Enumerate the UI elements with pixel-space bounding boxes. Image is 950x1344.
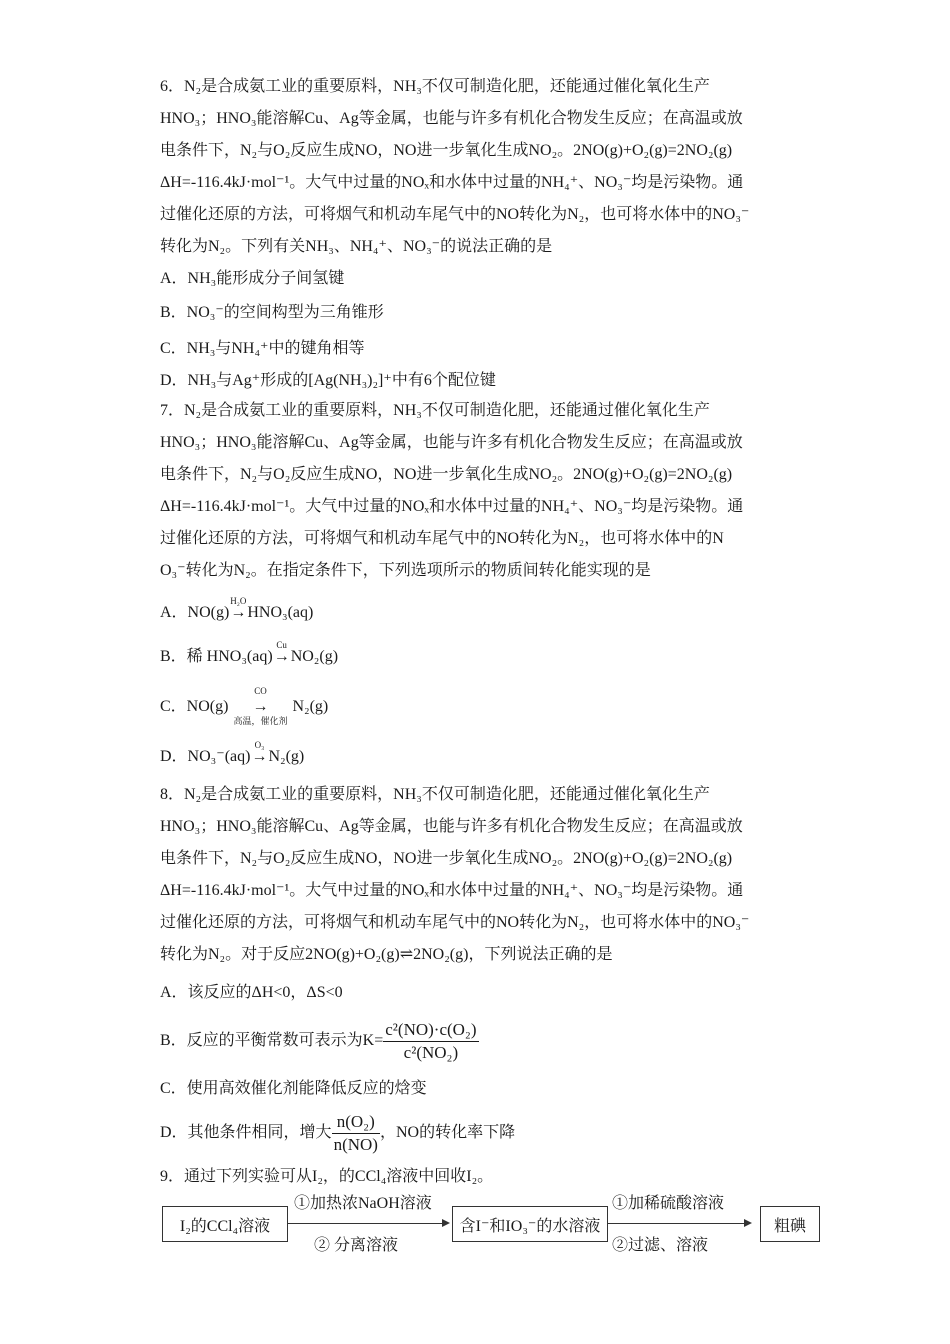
q8-option-b bbox=[160, 1016, 479, 1066]
q8-option-d-suffix: ，NO的转化率下降 bbox=[379, 1124, 516, 1141]
process-flow-diagram bbox=[160, 1196, 822, 1266]
q7-line-4: ΔH=-116.4kJ·mol⁻¹。大气中过量的NOₓ和水体中过量的NH₄⁺、NO₃⁻均是污染物。通 bbox=[160, 498, 744, 515]
q7-option-a bbox=[160, 596, 314, 624]
q6-option-b: B．NO₃⁻的空间构型为三角锥形 bbox=[160, 304, 384, 321]
ratio-fraction bbox=[332, 1111, 380, 1156]
flow-step1-top: ①加热浓NaOH溶液 bbox=[294, 1195, 432, 1212]
flow-step2-top: ①加稀硫酸溶液 bbox=[612, 1195, 725, 1212]
q6-line-4: ΔH=-116.4kJ·mol⁻¹。大气中过量的NOₓ和水体中过量的NH₄⁺、NO₃⁻均是污染物。通 bbox=[160, 174, 744, 191]
reaction-arrow: O₃ → bbox=[250, 746, 268, 768]
q7-line-1: 7．N₂是合成氨工业的重要原料，NH₃不仅可制造化肥，还能通过催化氧化生产 bbox=[160, 402, 710, 419]
q9-stem: 9．通过下列实验可从I₂，的CCl₄溶液中回收I₂。 bbox=[160, 1168, 494, 1185]
q7-option-b bbox=[160, 640, 339, 668]
fraction-denominator: n(NO) bbox=[333, 1134, 378, 1154]
q6-option-d: D．NH₃与Ag⁺形成的[Ag(NH₃)₂]⁺中有6个配位键 bbox=[160, 372, 496, 389]
reaction-arrow: H₂O → bbox=[229, 602, 247, 624]
q8-line-3: 电条件下，N₂与O₂反应生成NO，NO进一步氧化生成NO₂。2NO(g)+O₂(g)=2NO₂(g) bbox=[160, 850, 733, 867]
q6-line-1: 6．N₂是合成氨工业的重要原料，NH₃不仅可制造化肥，还能通过催化氧化生产 bbox=[160, 78, 710, 95]
q7-line-2: HNO₃；HNO₃能溶解Cu、Ag等金属，也能与许多有机化合物发生反应；在高温或放 bbox=[160, 434, 743, 451]
q7-line-6: O₃⁻转化为N₂。在指定条件下，下列选项所示的物质间转化能实现的是 bbox=[160, 562, 651, 579]
q6-option-a: A．NH₃能形成分子间氢键 bbox=[160, 270, 345, 287]
q7-option-c-reactant: C．NO(g) bbox=[160, 698, 229, 715]
flow-step2-bottom: ②过滤、溶液 bbox=[612, 1237, 709, 1254]
q8-option-a: A．该反应的ΔH<0，ΔS<0 bbox=[160, 984, 343, 1001]
flow-box-middle: 含I⁻和IO₃⁻的水溶液 bbox=[452, 1206, 608, 1242]
flow-arrow-1 bbox=[288, 1223, 448, 1224]
q8-line-2: HNO₃；HNO₃能溶解Cu、Ag等金属，也能与许多有机化合物发生反应；在高温或放 bbox=[160, 818, 743, 835]
q7-line-3: 电条件下，N₂与O₂反应生成NO，NO进一步氧化生成NO₂。2NO(g)+O₂(g)=2NO₂(g) bbox=[160, 466, 733, 483]
q7-option-b-product: NO₂(g) bbox=[290, 648, 339, 665]
reaction-arrow: Cu → bbox=[273, 646, 291, 668]
q8-option-c: C．使用高效催化剂能降低反应的焓变 bbox=[160, 1080, 427, 1097]
q7-option-d-reactant: D．NO₃⁻(aq) bbox=[160, 748, 251, 765]
q7-option-d-product: N₂(g) bbox=[268, 748, 305, 765]
arrow-condition-under: 高温，催化剂 bbox=[233, 716, 288, 726]
q7-option-a-product: HNO₃(aq) bbox=[247, 604, 314, 621]
q8-option-d-label: D．其他条件相同，增大 bbox=[160, 1124, 332, 1141]
q8-line-1: 8．N₂是合成氨工业的重要原料，NH₃不仅可制造化肥，还能通过催化氧化生产 bbox=[160, 786, 710, 803]
q6-line-6: 转化为N₂。下列有关NH₃、NH₄⁺、NO₃⁻的说法正确的是 bbox=[160, 238, 553, 255]
q8-option-d bbox=[160, 1108, 515, 1158]
q6-line-2: HNO₃；HNO₃能溶解Cu、Ag等金属，也能与许多有机化合物发生反应；在高温或放 bbox=[160, 110, 743, 127]
q7-option-a-reactant: A．NO(g) bbox=[160, 604, 230, 621]
fraction-numerator: c²(NO)·c(O₂) bbox=[383, 1019, 478, 1042]
flow-box-end: 粗碘 bbox=[760, 1206, 820, 1242]
q7-option-b-reactant: B．稀 HNO₃(aq) bbox=[160, 648, 273, 665]
arrow-condition: H₂O bbox=[230, 596, 247, 606]
q8-option-b-label: B．反应的平衡常数可表示为K= bbox=[160, 1032, 384, 1049]
q7-line-5: 过催化还原的方法，可将烟气和机动车尾气中的NO转化为N₂，也可将水体中的N bbox=[160, 530, 724, 547]
q7-option-c-product: N₂(g) bbox=[292, 698, 329, 715]
q6-line-5: 过催化还原的方法，可将烟气和机动车尾气中的NO转化为N₂，也可将水体中的NO₃⁻ bbox=[160, 206, 750, 223]
q6-option-c: C．NH₃与NH₄⁺中的键角相等 bbox=[160, 340, 365, 357]
fraction-numerator: n(O₂) bbox=[332, 1111, 380, 1134]
flow-box-start: I₂的CCl₄溶液 bbox=[162, 1206, 288, 1242]
q8-line-5: 过催化还原的方法，可将烟气和机动车尾气中的NO转化为N₂，也可将水体中的NO₃⁻ bbox=[160, 914, 750, 931]
arrow-condition: CO bbox=[254, 686, 267, 696]
q7-option-d bbox=[160, 740, 305, 768]
q7-option-c bbox=[160, 686, 329, 726]
reaction-arrow: CO → 高温，催化剂 bbox=[228, 696, 292, 718]
flow-arrow-2 bbox=[608, 1223, 750, 1224]
equilibrium-constant-fraction bbox=[383, 1019, 478, 1064]
arrow-condition: O₃ bbox=[254, 740, 265, 750]
arrow-condition: Cu bbox=[276, 640, 287, 650]
flow-step1-bottom: ② 分离溶液 bbox=[314, 1237, 399, 1254]
q8-line-4: ΔH=-116.4kJ·mol⁻¹。大气中过量的NOₓ和水体中过量的NH₄⁺、NO₃⁻均是污染物。通 bbox=[160, 882, 744, 899]
q8-line-6: 转化为N₂。对于反应2NO(g)+O₂(g)⇌2NO₂(g)，下列说法正确的是 bbox=[160, 946, 613, 963]
q6-line-3: 电条件下，N₂与O₂反应生成NO，NO进一步氧化生成NO₂。2NO(g)+O₂(g)=2NO₂(g) bbox=[160, 142, 733, 159]
fraction-denominator: c²(NO₂) bbox=[403, 1042, 459, 1062]
